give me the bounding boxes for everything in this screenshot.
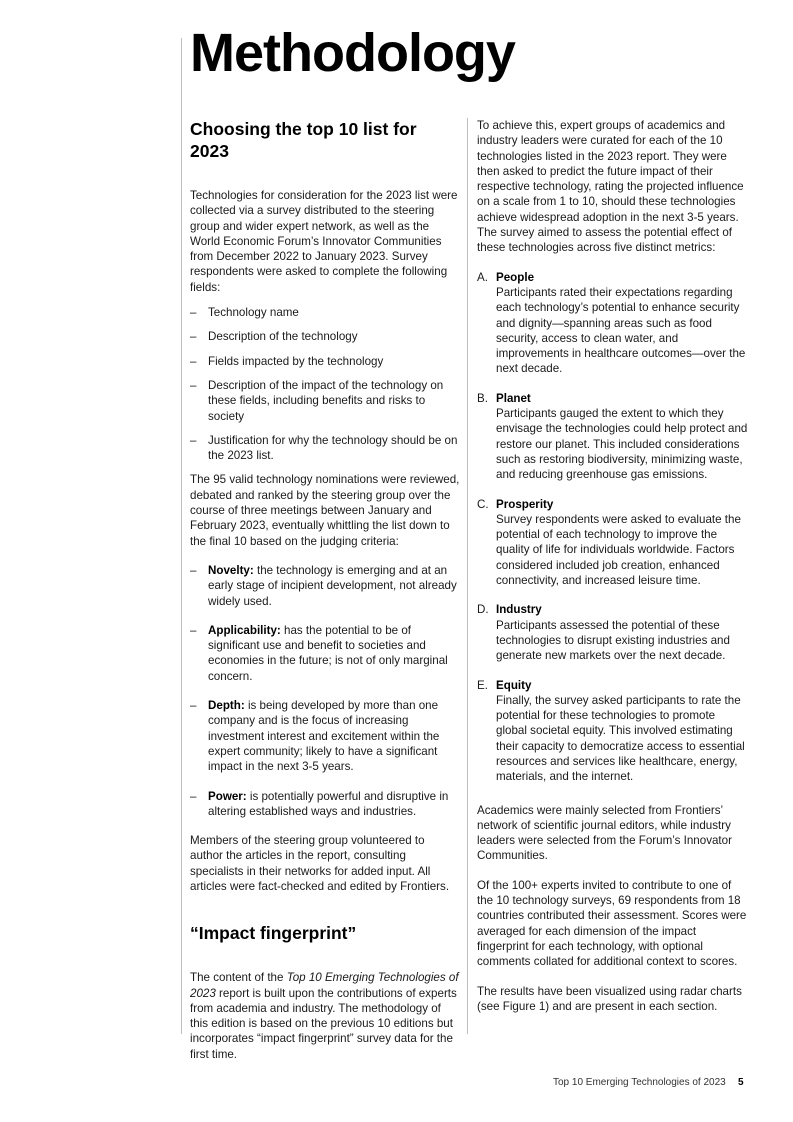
metric-prosperity <box>477 497 749 589</box>
list-item: – Fields impacted by the technology <box>190 354 460 369</box>
results-paragraph: The results have been visualized using radar charts (see Figure 1) and are present in each section. <box>477 984 742 1013</box>
metric-text: Participants rated their expectations regarding each technology’s potential to enhance security and dignity—spanning areas such as food security, access to clean water, and improvements in healthcare outcomes—over the next decade. <box>496 285 746 376</box>
list-item <box>190 698 460 774</box>
metric-letter: D. <box>477 603 489 617</box>
criterion-text: is being developed by more than one company and is the focus of increasing investment interest and excitement within the expert community; likely to have a significant impact in the next 3-5 years. <box>208 699 440 774</box>
list-item: – Description of the impact of the technology on these fields, including benefits and risks to society <box>190 378 460 424</box>
criterion-term: Depth: <box>208 699 245 713</box>
academics-paragraph: Academics were mainly selected from Frontiers’ network of scientific journal editors, while industry leaders were selected from the Forum’s Innovator Communities. <box>477 803 732 863</box>
criterion-text: the technology is emerging and at an early stage of incipient development, not already widely used. <box>208 563 457 608</box>
left-column <box>190 118 460 1062</box>
metric-name: People <box>496 270 535 284</box>
criterion-text: has the potential to be of significant use and benefit to societies and economies in the future; is not of only marginal concern. <box>208 623 448 683</box>
nominations-paragraph: The 95 valid technology nominations were reviewed, debated and ranked by the steering group over the course of three meetings between January and February 2023, eventually whittling the list down to the final 10 based on the judging criteria: <box>190 473 460 548</box>
metric-people <box>477 270 749 377</box>
metric-name: Equity <box>496 678 532 692</box>
metric-text: Participants assessed the potential of these technologies to disrupt existing industries and generate new markets over the next decade. <box>496 618 730 663</box>
metric-equity <box>477 678 749 785</box>
metric-letter: E. <box>477 678 488 692</box>
page-title: Methodology <box>190 23 515 83</box>
metric-text: Finally, the survey asked participants to rate the potential for these technologies to promote global societal equity. This involved estimating their capacity to democratize access to essential resources and services like healthcare, energy, materials, and the internet. <box>496 693 745 784</box>
metric-planet <box>477 391 749 483</box>
content-text: report is built upon the contributions of experts from academia and industry. The methodology of this edition is based on the previous 10 editions but incorporates “impact fingerprint” survey data for the first time. <box>190 986 457 1061</box>
report-title-italic: Top 10 Emerging Technologies of 2023 <box>190 971 459 1000</box>
survey-intro-paragraph: To achieve this, expert groups of academics and industry leaders were curated for each of the 10 technologies listed in the 2023 report. They were then asked to predict the future impact of their respective technology, rating the projected influence on a scale from 1 to 10, should these technologies achieve widespread adoption in the next 3-5 years. The survey aimed to assess the potential effect of these technologies across five distinct metrics: <box>477 119 744 255</box>
metric-name: Planet <box>496 391 531 405</box>
column-divider-rule <box>467 118 468 1034</box>
metric-industry <box>477 602 749 663</box>
metric-letter: B. <box>477 391 488 405</box>
metric-text: Participants gauged the extent to which they envisage the technologies could help protect and restore our planet. This included considerations such as restoring biodiversity, minimizing waste, and reducing greenhouse gas emissions. <box>496 407 748 482</box>
section-heading-impact-fingerprint: “Impact fingerprint” <box>190 923 357 944</box>
survey-fields-list <box>190 305 460 463</box>
criterion-term: Novelty: <box>208 563 254 577</box>
content-paragraph <box>190 970 460 1062</box>
metric-name: Industry <box>496 603 542 617</box>
metric-name: Prosperity <box>496 497 554 511</box>
right-column <box>477 118 749 1014</box>
list-item <box>190 563 460 609</box>
intro-paragraph: Technologies for consideration for the 2023 list were collected via a survey distributed to the steering group and wider expert network, as well as the World Economic Forum’s Innovator Communities from December 2022 to January 2023. Survey respondents were asked to complete the following fields: <box>190 189 458 294</box>
metric-letter: C. <box>477 497 489 511</box>
judging-criteria-list <box>190 563 460 819</box>
page-number: 5 <box>738 1077 744 1088</box>
list-item: – Technology name <box>190 305 460 320</box>
section-heading-top10: Choosing the top 10 list for 2023 <box>190 119 417 161</box>
left-margin-rule <box>181 38 182 1034</box>
list-item: – Justification for why the technology should be on the 2023 list. <box>190 433 460 464</box>
metric-letter: A. <box>477 270 488 284</box>
members-paragraph: Members of the steering group volunteered to author the articles in the report, consulting specialists in their networks for added input. All articles were fact-checked and edited by Frontiers. <box>190 834 450 893</box>
criterion-term: Power: <box>208 789 247 803</box>
metric-text: Survey respondents were asked to evaluate the potential of each technology to improve the quality of life for individuals worldwide. Factors considered included job creation, enhanced connectivity, and increased leisure time. <box>496 512 741 588</box>
footer-report-title: Top 10 Emerging Technologies of 2023 <box>553 1077 726 1088</box>
list-item <box>190 789 460 820</box>
criterion-text: is potentially powerful and disruptive in altering established ways and industries. <box>208 789 449 818</box>
list-item <box>190 623 460 684</box>
experts-paragraph: Of the 100+ experts invited to contribute to one of the 10 technology surveys, 69 respondents from 18 countries contributed their assessment. Scores were averaged for each dimension of the impact fingerprint for each technology, with optional comments collated for additional context to scores. <box>477 878 747 969</box>
list-item: – Description of the technology <box>190 329 460 344</box>
criterion-term: Applicability: <box>208 623 281 637</box>
content-text: The content of the <box>190 971 287 985</box>
